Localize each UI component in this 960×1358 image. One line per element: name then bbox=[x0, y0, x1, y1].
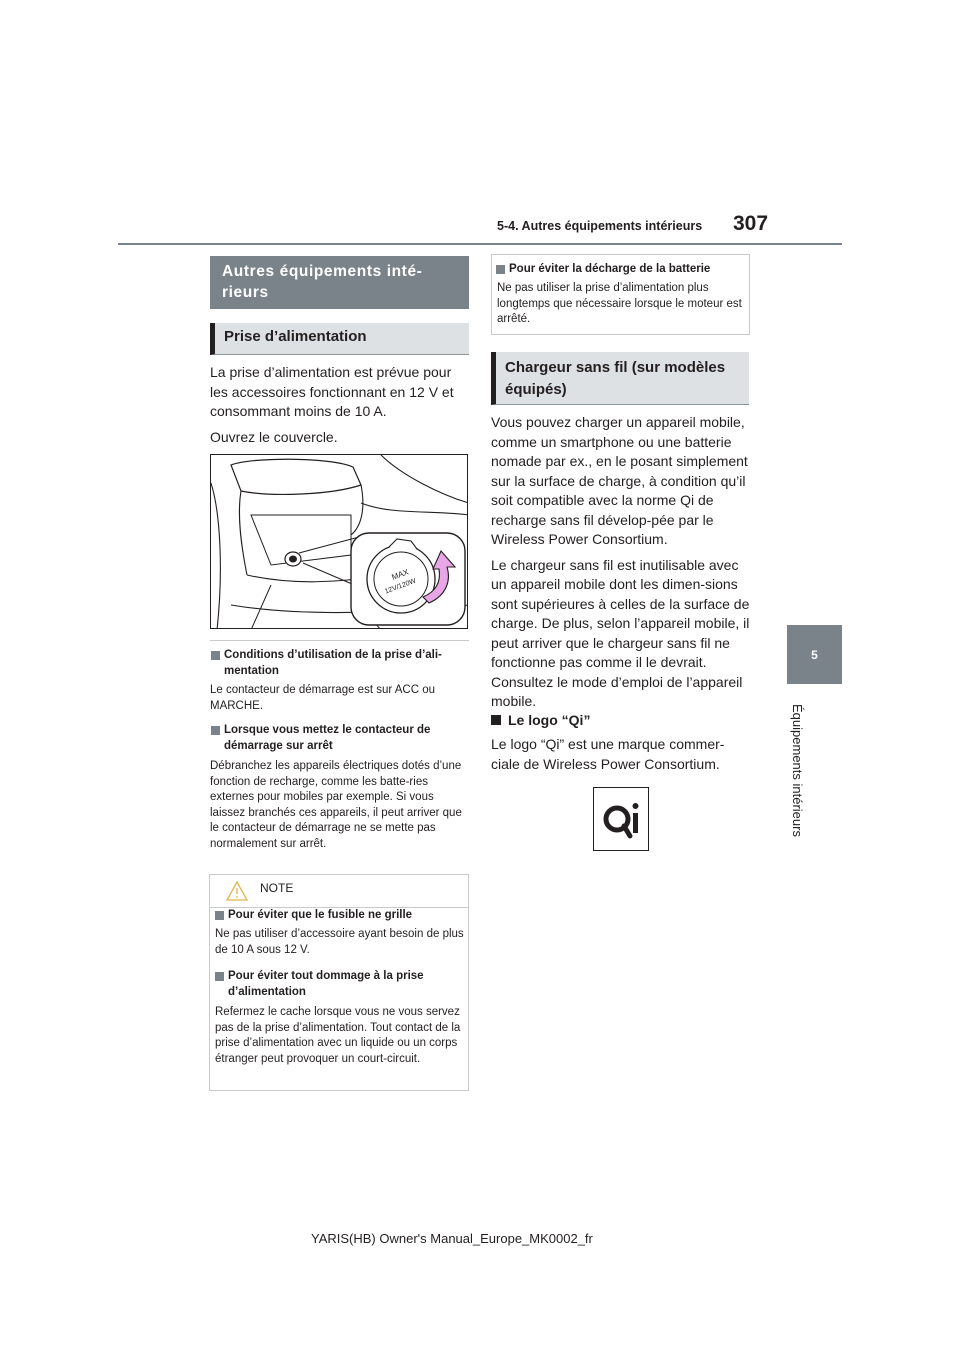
chapter-label: Équipements intérieurs bbox=[789, 703, 805, 837]
note-fuse-heading: Pour éviter que le fusible ne grille bbox=[214, 908, 464, 924]
power-outlet-intro-block bbox=[210, 363, 472, 453]
note-outlet-damage-text: Refermez le cache lorsque vous ne vous servez pas de la prise d’alimentation. Tout contact de la prise d’alimentation avec un liquide ou un corps étranger peut provoquer un court-circuit. bbox=[215, 1006, 461, 1065]
divider bbox=[210, 640, 469, 641]
power-outlet-intro: La prise d’alimentation est prévue pour les accessoires fonctionnant en 12 V et consommant moins de 10 A. bbox=[210, 364, 454, 419]
qi-logo-text: Le logo “Qi” est une marque commer-ciale de Wireless Power Consortium. bbox=[491, 736, 725, 772]
footer-document-id: YARIS(HB) Owner's Manual_Europe_MK0002_fr bbox=[311, 1231, 593, 1246]
subsection-title-power-outlet: Prise d’alimentation bbox=[210, 323, 469, 355]
conditions-heading: Conditions d’utilisation de la prise d’ali-mentation bbox=[210, 648, 470, 679]
running-header-section: 5-4. Autres équipements intérieurs bbox=[497, 219, 703, 233]
switch-off-heading: Lorsque vous mettez le contacteur de démarrage sur arrêt bbox=[210, 723, 470, 754]
chapter-number: 5 bbox=[811, 647, 818, 662]
power-outlet-illustration bbox=[210, 454, 468, 629]
chapter-tab bbox=[787, 625, 842, 684]
wireless-charger-paragraph-1: Vous pouvez charger un appareil mobile, comme un smartphone ou une batterie nomade par ex., en le posant simplement sur la surface de charge, à condition qu’il soit compatible avec la norme Qi de recharge sans fil dévelop-pée par le Wireless Power Consortium. bbox=[491, 414, 748, 547]
power-outlet-instruction: Ouvrez le couvercle. bbox=[210, 428, 338, 445]
header-divider bbox=[118, 243, 842, 245]
cap-label-rating: 12V/120W bbox=[383, 577, 418, 596]
wireless-charger-paragraph-2: Le chargeur sans fil est inutilisable avec un appareil mobile dont les dimen-sions sont supérieures à celles de la surface de charge. De plus, selon l’appareil mobile, il peut arriver que le chargeur sans fil ne fonctionne pas comme il le devrait. Consultez le mode d’emploi de l’appareil mobile. bbox=[491, 556, 750, 709]
warning-icon bbox=[226, 881, 248, 906]
battery-warning-text: Ne pas utiliser la prise d’alimentation plus longtemps que nécessaire lorsque le moteur est arrêté. bbox=[497, 282, 742, 325]
page-number: 307 bbox=[733, 212, 769, 235]
switch-off-text: Débranchez les appareils électriques dotés d’une fonction de recharge, comme les batte-ries externes pour mobiles par exemple. Si vous laissez branchés ces appareils, il peut arriver que le contacteur de démarrage ne se mette pas normalement sur arrêt. bbox=[210, 760, 462, 850]
chapter-side-label bbox=[784, 690, 810, 850]
conditions-text: Le contacteur de démarrage est sur ACC ou MARCHE. bbox=[210, 684, 436, 712]
section-title: Autres équipements inté-rieurs bbox=[210, 256, 469, 309]
qi-logo bbox=[593, 787, 649, 851]
note-fuse-text: Ne pas utiliser d’accessoire ayant besoin de plus de 10 A sous 12 V. bbox=[215, 928, 464, 956]
note-outlet-damage-heading: Pour éviter tout dommage à la prise d’alimentation bbox=[214, 969, 464, 1000]
subsection-title-wireless-charger: Chargeur sans fil (sur modèles équipés) bbox=[491, 352, 749, 405]
cap-label-max: MAX bbox=[390, 567, 410, 582]
note-title: NOTE bbox=[260, 881, 294, 895]
wireless-charger-body bbox=[491, 413, 753, 718]
battery-warning-heading: Pour éviter la décharge de la batterie bbox=[495, 262, 747, 278]
qi-logo-heading: Le logo “Qi” bbox=[491, 712, 590, 728]
qi-logo-icon bbox=[594, 788, 648, 850]
